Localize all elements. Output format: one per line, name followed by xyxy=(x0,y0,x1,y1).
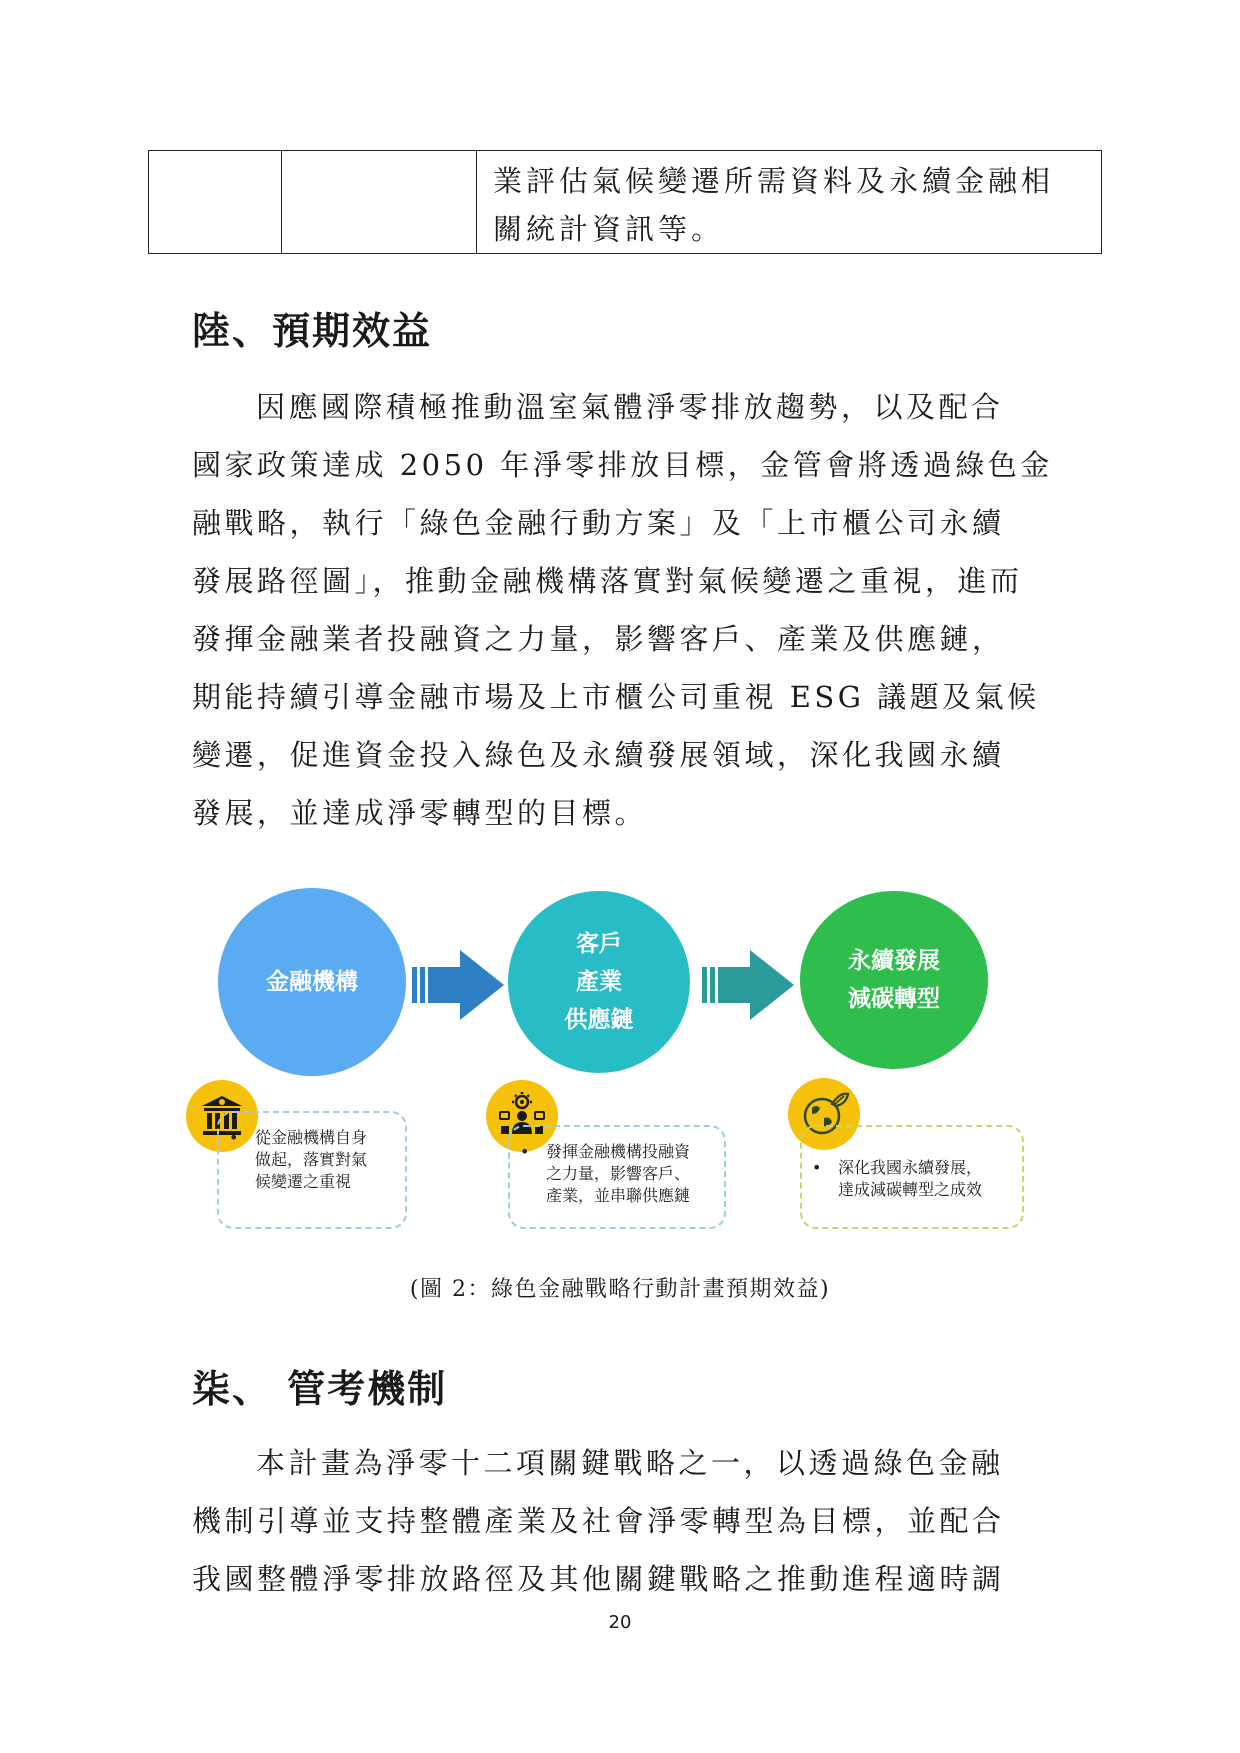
benefit-box-sustainability xyxy=(800,1125,1024,1229)
bullet: • xyxy=(520,1142,530,1161)
table-fragment xyxy=(148,150,1102,254)
figure-caption: (圖 2：綠色金融戰略行動計畫預期效益) xyxy=(409,1277,831,1302)
paragraph-line: 變遷，促進資金投入綠色及永續發展領域，深化我國永續 xyxy=(192,738,1005,772)
table-cell-empty-1 xyxy=(149,151,282,254)
paragraph-line: 發揮金融業者投融資之力量，影響客戶、產業及供應鏈， xyxy=(192,622,1005,656)
paragraph-line: 因應國際積極推動溫室氣體淨零排放趨勢，以及配合 xyxy=(256,390,1004,424)
circle-label: 客戶 xyxy=(576,931,622,957)
box-line: 候變遷之重視 xyxy=(255,1172,352,1191)
table-cell-line: 關統計資訊等。 xyxy=(493,212,725,246)
paragraph-line: 國家政策達成 2050 年淨零排放目標，金管會將透過綠色金 xyxy=(192,448,1053,482)
benefit-box-investment xyxy=(508,1125,726,1229)
box-line: 做起，落實對氣 xyxy=(255,1150,368,1169)
table-row xyxy=(149,151,1102,254)
section-paragraph-control xyxy=(192,1434,1072,1608)
box-line: 深化我國永續發展， xyxy=(838,1158,983,1177)
section-heading-control-mechanism: 柒、 管考機制 xyxy=(192,1367,448,1411)
circle-financial-institutions xyxy=(218,888,406,1076)
section-heading-expected-benefits: 陸、預期效益 xyxy=(192,309,433,353)
box-line: 從金融機構自身 xyxy=(255,1128,368,1147)
table-cell-line: 業評估氣候變遷所需資料及永續金融相 xyxy=(493,164,1055,198)
circle-label: 永續發展 xyxy=(848,948,940,974)
circle-clients-industry-supply-chain xyxy=(508,891,690,1073)
section-paragraph-benefits xyxy=(192,378,1072,842)
box-line: 發揮金融機構投融資 xyxy=(546,1142,691,1161)
box-line: 達成減碳轉型之成效 xyxy=(838,1180,983,1199)
paragraph-line: 期能持續引導金融市場及上市櫃公司重視 ESG 議題及氣候 xyxy=(192,680,1040,714)
paragraph-line: 本計畫為淨零十二項關鍵戰略之一，以透過綠色金融 xyxy=(256,1446,1004,1480)
circle-label: 金融機構 xyxy=(266,969,358,995)
paragraph-line: 我國整體淨零排放路徑及其他關鍵戰略之推動進程適時調 xyxy=(192,1562,1005,1596)
table-cell-empty-2 xyxy=(282,151,477,254)
box-line: 之力量，影響客戶、 xyxy=(546,1164,691,1183)
bullet: • xyxy=(812,1158,822,1177)
circle-label: 產業 xyxy=(576,969,622,995)
table-cell-text xyxy=(477,151,1102,254)
benefit-box-institutions xyxy=(217,1111,407,1229)
paragraph-line: 融戰略，執行「綠色金融行動方案」及「上市櫃公司永續 xyxy=(192,506,1005,540)
circle-label: 供應鏈 xyxy=(564,1007,634,1033)
paragraph-line: 機制引導並支持整體產業及社會淨零轉型為目標，並配合 xyxy=(192,1504,1005,1538)
arrow-right-icon-2 xyxy=(702,950,794,1020)
bullet: • xyxy=(229,1128,239,1147)
page-number: 20 xyxy=(608,1612,632,1633)
circle-sustainable-development xyxy=(800,891,988,1069)
box-line: 產業，並串聯供應鏈 xyxy=(546,1186,691,1205)
circle-label: 減碳轉型 xyxy=(848,986,940,1012)
paragraph-line: 發展，並達成淨零轉型的目標。 xyxy=(192,796,648,830)
paragraph-line: 發展路徑圖」，推動金融機構落實對氣候變遷之重視，進而 xyxy=(192,564,1023,598)
arrow-right-icon-1 xyxy=(412,950,504,1020)
